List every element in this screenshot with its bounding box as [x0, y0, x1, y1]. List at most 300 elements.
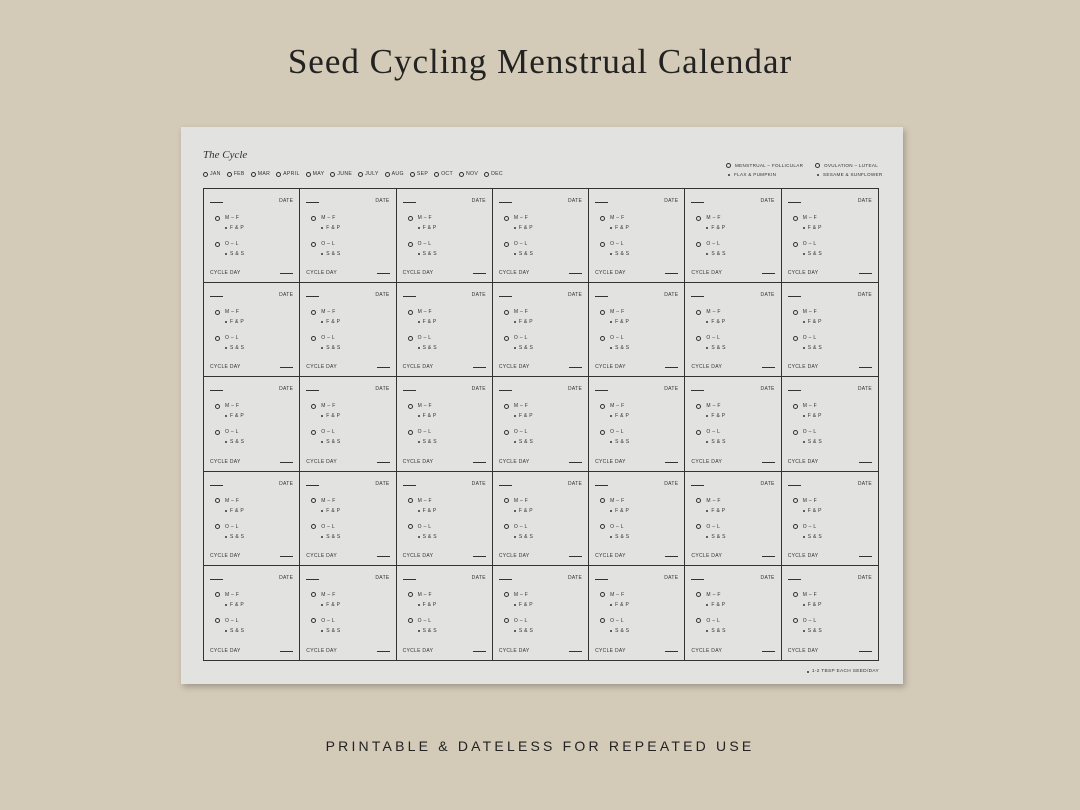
checkbox-circle-icon[interactable] [793, 404, 798, 409]
phase-option-mf[interactable] [696, 498, 720, 504]
phase-option-mf[interactable] [408, 403, 432, 409]
checkbox-circle-icon[interactable] [311, 336, 316, 341]
day-cell[interactable] [397, 472, 493, 566]
checkbox-circle-icon[interactable] [215, 618, 220, 623]
bullet-icon [514, 321, 516, 323]
date-write-line[interactable] [595, 296, 608, 297]
day-cell[interactable] [204, 472, 300, 566]
checkbox-circle-icon[interactable] [311, 310, 316, 315]
checkbox-circle-icon[interactable] [600, 592, 605, 597]
checkbox-circle-icon[interactable] [408, 618, 413, 623]
day-cell[interactable] [685, 472, 781, 566]
phase-label: O – L [513, 335, 528, 342]
cycle-day-write-line[interactable] [377, 273, 390, 274]
day-cell[interactable] [685, 283, 781, 377]
month-checkbox-icon[interactable] [203, 172, 208, 177]
checkbox-circle-icon[interactable] [600, 242, 605, 247]
checkbox-circle-icon[interactable] [215, 216, 220, 221]
phase-option-mf[interactable] [408, 215, 432, 221]
phase-option-ol[interactable] [215, 618, 239, 624]
date-label: DATE [279, 480, 294, 487]
date-write-line[interactable] [306, 579, 319, 580]
phase-option-mf[interactable] [408, 592, 432, 598]
phase-option-mf[interactable] [215, 215, 239, 221]
day-cell[interactable] [397, 189, 493, 283]
checkbox-circle-icon[interactable] [793, 524, 798, 529]
date-write-line[interactable] [691, 579, 704, 580]
date-write-line[interactable] [403, 296, 416, 297]
day-cell[interactable] [397, 566, 493, 660]
month-checkbox-icon[interactable] [358, 172, 363, 177]
date-write-line[interactable] [788, 579, 801, 580]
phase-option-ol[interactable] [504, 618, 528, 624]
checkbox-circle-icon[interactable] [215, 404, 220, 409]
bullet-icon [225, 227, 227, 229]
phase-option-mf[interactable] [793, 403, 817, 409]
phase-option-ol[interactable] [696, 335, 720, 341]
checkbox-circle-icon[interactable] [311, 524, 316, 529]
checkbox-circle-icon[interactable] [504, 498, 509, 503]
month-option[interactable] [385, 171, 404, 177]
phase-option-ol[interactable] [696, 524, 720, 530]
phase-option-mf[interactable] [215, 403, 239, 409]
checkbox-circle-icon[interactable] [504, 242, 509, 247]
checkbox-circle-icon[interactable] [311, 618, 316, 623]
phase-label: M – F [513, 403, 529, 410]
date-label: DATE [857, 292, 872, 299]
date-write-line[interactable] [788, 390, 801, 391]
phase-option-ol[interactable] [696, 241, 720, 247]
phase-option-ol[interactable] [408, 241, 432, 247]
seed-label: F & P [711, 413, 726, 420]
phase-option-mf[interactable] [793, 592, 817, 598]
checkbox-circle-icon[interactable] [793, 498, 798, 503]
seed-label: F & P [615, 507, 630, 514]
phase-option-ol[interactable] [311, 524, 335, 530]
phase-option-mf[interactable] [408, 309, 432, 315]
day-cell[interactable] [204, 566, 300, 660]
checkbox-circle-icon[interactable] [311, 498, 316, 503]
phase-option-ol[interactable] [504, 429, 528, 435]
day-cell[interactable] [204, 283, 300, 377]
month-option[interactable] [434, 171, 453, 177]
phase-option-ol[interactable] [600, 618, 624, 624]
cycle-day-write-line[interactable] [665, 651, 678, 652]
seed-note [706, 628, 725, 634]
phase-label: O – L [610, 617, 624, 624]
phase-option-mf[interactable] [311, 592, 335, 598]
phase-option-ol[interactable] [215, 241, 239, 247]
checkbox-circle-icon[interactable] [408, 524, 413, 529]
phase-option-mf[interactable] [793, 498, 817, 504]
day-cell[interactable] [300, 566, 396, 660]
day-cell[interactable] [589, 472, 685, 566]
day-cell[interactable] [204, 377, 300, 471]
phase-option-mf[interactable] [504, 498, 528, 504]
phase-option-mf[interactable] [600, 498, 624, 504]
phase-label: O – L [321, 429, 336, 436]
phase-option-ol[interactable] [311, 335, 335, 341]
phase-option-mf[interactable] [600, 309, 624, 315]
phase-option-ol[interactable] [311, 241, 335, 247]
checkbox-circle-icon[interactable] [600, 336, 605, 341]
month-checkbox-icon[interactable] [484, 172, 489, 177]
phase-option-mf[interactable] [600, 592, 624, 598]
phase-option-mf[interactable] [696, 309, 720, 315]
day-cell[interactable] [589, 377, 685, 471]
date-write-line[interactable] [499, 202, 512, 203]
day-cell[interactable] [493, 283, 589, 377]
month-option[interactable] [330, 171, 352, 177]
month-checkbox-icon[interactable] [306, 172, 311, 177]
phase-option-mf[interactable] [215, 498, 239, 504]
phase-option-mf[interactable] [408, 498, 432, 504]
checkbox-circle-icon[interactable] [793, 242, 798, 247]
day-cell[interactable] [685, 377, 781, 471]
cycle-day-write-line[interactable] [569, 462, 582, 463]
checkbox-circle-icon[interactable] [504, 618, 509, 623]
checkbox-circle-icon[interactable] [793, 216, 798, 221]
phase-option-ol[interactable] [600, 524, 624, 530]
checkbox-circle-icon[interactable] [793, 336, 798, 341]
cycle-day-write-line[interactable] [377, 462, 390, 463]
phase-label: O – L [417, 335, 432, 342]
cycle-day-write-line[interactable] [665, 462, 678, 463]
phase-option-mf[interactable] [504, 592, 528, 598]
phase-option-ol[interactable] [793, 335, 817, 341]
date-write-line[interactable] [691, 202, 704, 203]
month-option[interactable] [203, 171, 221, 177]
day-cell[interactable] [300, 283, 396, 377]
month-checkbox-icon[interactable] [434, 172, 439, 177]
checkbox-circle-icon[interactable] [504, 336, 509, 341]
phase-label: O – L [706, 617, 721, 624]
phase-option-mf[interactable] [504, 215, 528, 221]
checkbox-circle-icon[interactable] [215, 592, 220, 597]
checkbox-circle-icon[interactable] [408, 336, 413, 341]
checkbox-circle-icon[interactable] [696, 404, 701, 409]
day-cell[interactable] [589, 283, 685, 377]
checkbox-circle-icon[interactable] [793, 592, 798, 597]
cycle-day-write-line[interactable] [569, 556, 582, 557]
seed-note [321, 439, 340, 445]
month-checkbox-icon[interactable] [276, 172, 281, 177]
day-cell[interactable] [300, 472, 396, 566]
checkbox-circle-icon[interactable] [311, 592, 316, 597]
cycle-day-write-line[interactable] [762, 367, 775, 368]
cycle-day-write-line[interactable] [762, 651, 775, 652]
phase-option-mf[interactable] [696, 592, 720, 598]
phase-option-mf[interactable] [793, 215, 817, 221]
checkbox-circle-icon[interactable] [504, 430, 509, 435]
month-option[interactable] [484, 171, 503, 177]
day-cell[interactable] [204, 189, 300, 283]
date-write-line[interactable] [595, 485, 608, 486]
cycle-day-write-line[interactable] [280, 556, 293, 557]
checkbox-circle-icon[interactable] [696, 216, 701, 221]
date-write-line[interactable] [210, 485, 223, 486]
checkbox-circle-icon[interactable] [408, 592, 413, 597]
checkbox-circle-icon[interactable] [504, 310, 509, 315]
cycle-day-write-line[interactable] [762, 462, 775, 463]
month-option[interactable] [251, 171, 270, 177]
date-write-line[interactable] [306, 390, 319, 391]
month-checkbox-icon[interactable] [385, 172, 390, 177]
date-write-line[interactable] [788, 485, 801, 486]
date-write-line[interactable] [403, 485, 416, 486]
day-cell[interactable] [782, 189, 878, 283]
checkbox-circle-icon[interactable] [696, 498, 701, 503]
day-cell[interactable] [589, 189, 685, 283]
cycle-day-write-line[interactable] [377, 556, 390, 557]
checkbox-circle-icon[interactable] [600, 498, 605, 503]
cycle-day-write-line[interactable] [569, 651, 582, 652]
month-option[interactable] [358, 171, 379, 177]
checkbox-circle-icon[interactable] [696, 310, 701, 315]
date-write-line[interactable] [403, 202, 416, 203]
phase-option-ol[interactable] [696, 429, 720, 435]
date-write-line[interactable] [788, 296, 801, 297]
checkbox-circle-icon[interactable] [408, 216, 413, 221]
phase-option-mf[interactable] [696, 403, 720, 409]
date-write-line[interactable] [499, 296, 512, 297]
phase-option-ol[interactable] [408, 429, 432, 435]
phase-option-mf[interactable] [600, 403, 624, 409]
phase-option-ol[interactable] [793, 524, 817, 530]
date-write-line[interactable] [691, 296, 704, 297]
month-option[interactable] [459, 171, 478, 177]
date-write-line[interactable] [595, 390, 608, 391]
seed-label: F & P [518, 601, 533, 608]
bullet-icon [418, 441, 420, 443]
cycle-day-write-line[interactable] [859, 462, 872, 463]
day-cell[interactable] [300, 189, 396, 283]
month-checkbox-icon[interactable] [330, 172, 335, 177]
phase-option-ol[interactable] [696, 618, 720, 624]
checkbox-circle-icon[interactable] [408, 430, 413, 435]
date-write-line[interactable] [403, 390, 416, 391]
cycle-day-write-line[interactable] [762, 556, 775, 557]
date-write-line[interactable] [788, 202, 801, 203]
day-cell[interactable] [782, 377, 878, 471]
date-write-line[interactable] [210, 202, 223, 203]
checkbox-circle-icon[interactable] [408, 242, 413, 247]
phase-option-ol[interactable] [600, 429, 624, 435]
cycle-day-write-line[interactable] [569, 367, 582, 368]
seed-note [514, 225, 533, 231]
date-write-line[interactable] [499, 579, 512, 580]
phase-option-mf[interactable] [311, 498, 335, 504]
legend-phase: MENSTRUAL – FOLLICULAR [735, 163, 804, 168]
checkbox-circle-icon[interactable] [215, 310, 220, 315]
date-label: DATE [279, 386, 294, 393]
checkbox-circle-icon[interactable] [311, 216, 316, 221]
date-write-line[interactable] [691, 485, 704, 486]
cycle-day-write-line[interactable] [473, 556, 486, 557]
date-write-line[interactable] [595, 202, 608, 203]
cycle-day-write-line[interactable] [665, 556, 678, 557]
cycle-day-write-line[interactable] [280, 651, 293, 652]
phase-option-ol[interactable] [600, 335, 624, 341]
checkbox-circle-icon[interactable] [793, 430, 798, 435]
phase-option-ol[interactable] [311, 429, 335, 435]
checkbox-circle-icon[interactable] [504, 404, 509, 409]
phase-option-mf[interactable] [311, 309, 335, 315]
phase-label: M – F [610, 403, 625, 410]
checkbox-circle-icon[interactable] [215, 498, 220, 503]
phase-label: M – F [802, 403, 817, 410]
checkbox-circle-icon[interactable] [600, 430, 605, 435]
phase-option-ol[interactable] [600, 241, 624, 247]
date-write-line[interactable] [499, 485, 512, 486]
checkbox-circle-icon[interactable] [600, 618, 605, 623]
checkbox-circle-icon[interactable] [696, 430, 701, 435]
day-cell[interactable] [685, 189, 781, 283]
cycle-day-write-line[interactable] [280, 462, 293, 463]
date-write-line[interactable] [210, 390, 223, 391]
month-option[interactable] [306, 171, 325, 177]
checkbox-circle-icon[interactable] [696, 242, 701, 247]
checkbox-circle-icon[interactable] [793, 310, 798, 315]
cycle-day-write-line[interactable] [762, 273, 775, 274]
phase-option-ol[interactable] [408, 335, 432, 341]
phase-option-ol[interactable] [793, 241, 817, 247]
checkbox-circle-icon[interactable] [215, 430, 220, 435]
checkbox-circle-icon[interactable] [696, 336, 701, 341]
cycle-day-write-line[interactable] [665, 273, 678, 274]
checkbox-circle-icon[interactable] [311, 430, 316, 435]
checkbox-circle-icon[interactable] [504, 592, 509, 597]
month-checkbox-icon[interactable] [410, 172, 415, 177]
phase-option-mf[interactable] [600, 215, 624, 221]
checkbox-circle-icon[interactable] [215, 524, 220, 529]
day-cell[interactable] [685, 566, 781, 660]
bullet-icon [706, 321, 708, 323]
date-write-line[interactable] [691, 390, 704, 391]
date-write-line[interactable] [210, 296, 223, 297]
phase-option-mf[interactable] [696, 215, 720, 221]
day-cell[interactable] [397, 377, 493, 471]
bullet-icon [514, 415, 516, 417]
cycle-day-write-line[interactable] [473, 367, 486, 368]
cycle-day-write-line[interactable] [569, 273, 582, 274]
phase-option-mf[interactable] [311, 215, 335, 221]
checkbox-circle-icon[interactable] [504, 216, 509, 221]
day-cell[interactable] [493, 377, 589, 471]
checkbox-circle-icon[interactable] [696, 618, 701, 623]
phase-option-mf[interactable] [504, 403, 528, 409]
day-cell[interactable] [493, 189, 589, 283]
phase-option-ol[interactable] [215, 524, 239, 530]
day-cell[interactable] [493, 566, 589, 660]
cycle-day-label: CYCLE DAY [402, 458, 434, 465]
day-cell[interactable] [782, 566, 878, 660]
checkbox-circle-icon[interactable] [696, 592, 701, 597]
date-write-line[interactable] [403, 579, 416, 580]
month-checkbox-icon[interactable] [227, 172, 232, 177]
phase-option-mf[interactable] [215, 592, 239, 598]
day-cell[interactable] [782, 472, 878, 566]
phase-option-mf[interactable] [793, 309, 817, 315]
phase-option-ol[interactable] [793, 429, 817, 435]
phase-option-ol[interactable] [215, 429, 239, 435]
date-write-line[interactable] [306, 485, 319, 486]
cycle-day-write-line[interactable] [859, 273, 872, 274]
date-write-line[interactable] [210, 579, 223, 580]
seed-label: S & S [711, 345, 726, 352]
seed-label: F & P [711, 507, 726, 514]
seed-note [706, 602, 725, 608]
cycle-day-write-line[interactable] [377, 651, 390, 652]
checkbox-circle-icon[interactable] [696, 524, 701, 529]
bullet-icon [514, 347, 516, 349]
month-option[interactable] [227, 171, 245, 177]
date-write-line[interactable] [595, 579, 608, 580]
checkbox-circle-icon[interactable] [311, 404, 316, 409]
day-cell[interactable] [782, 283, 878, 377]
bullet-icon [803, 510, 805, 512]
month-checkbox-icon[interactable] [459, 172, 464, 177]
phase-option-ol[interactable] [215, 335, 239, 341]
phase-option-ol[interactable] [504, 335, 528, 341]
day-cell[interactable] [589, 566, 685, 660]
checkbox-circle-icon[interactable] [408, 310, 413, 315]
day-cell[interactable] [493, 472, 589, 566]
phase-option-ol[interactable] [408, 524, 432, 530]
date-label: DATE [664, 574, 679, 581]
cycle-day-write-line[interactable] [473, 651, 486, 652]
checkbox-circle-icon[interactable] [408, 404, 413, 409]
cycle-day-write-line[interactable] [377, 367, 390, 368]
checkbox-circle-icon[interactable] [600, 216, 605, 221]
cycle-day-write-line[interactable] [473, 462, 486, 463]
phase-option-mf[interactable] [215, 309, 239, 315]
checkbox-circle-icon[interactable] [600, 404, 605, 409]
date-write-line[interactable] [306, 202, 319, 203]
day-cell[interactable] [397, 283, 493, 377]
phase-option-ol[interactable] [408, 618, 432, 624]
phase-option-ol[interactable] [504, 241, 528, 247]
checkbox-circle-icon[interactable] [793, 618, 798, 623]
month-checkbox-icon[interactable] [251, 172, 256, 177]
checkbox-circle-icon[interactable] [408, 498, 413, 503]
date-write-line[interactable] [306, 296, 319, 297]
cycle-day-write-line[interactable] [280, 273, 293, 274]
checkbox-circle-icon[interactable] [215, 336, 220, 341]
cycle-day-write-line[interactable] [859, 367, 872, 368]
day-cell[interactable] [300, 377, 396, 471]
phase-option-ol[interactable] [504, 524, 528, 530]
month-option[interactable] [410, 171, 428, 177]
phase-option-mf[interactable] [504, 309, 528, 315]
phase-option-ol[interactable] [793, 618, 817, 624]
month-option[interactable] [276, 171, 300, 177]
checkbox-circle-icon[interactable] [600, 310, 605, 315]
cycle-day-write-line[interactable] [859, 651, 872, 652]
date-write-line[interactable] [499, 390, 512, 391]
cycle-day-write-line[interactable] [473, 273, 486, 274]
checkbox-circle-icon[interactable] [311, 242, 316, 247]
checkbox-circle-icon[interactable] [504, 524, 509, 529]
checkbox-circle-icon[interactable] [600, 524, 605, 529]
phase-label: O – L [513, 523, 528, 530]
phase-option-ol[interactable] [311, 618, 335, 624]
checkbox-circle-icon[interactable] [215, 242, 220, 247]
phase-option-mf[interactable] [311, 403, 335, 409]
cycle-day-write-line[interactable] [280, 367, 293, 368]
cycle-day-write-line[interactable] [859, 556, 872, 557]
cycle-day-write-line[interactable] [665, 367, 678, 368]
